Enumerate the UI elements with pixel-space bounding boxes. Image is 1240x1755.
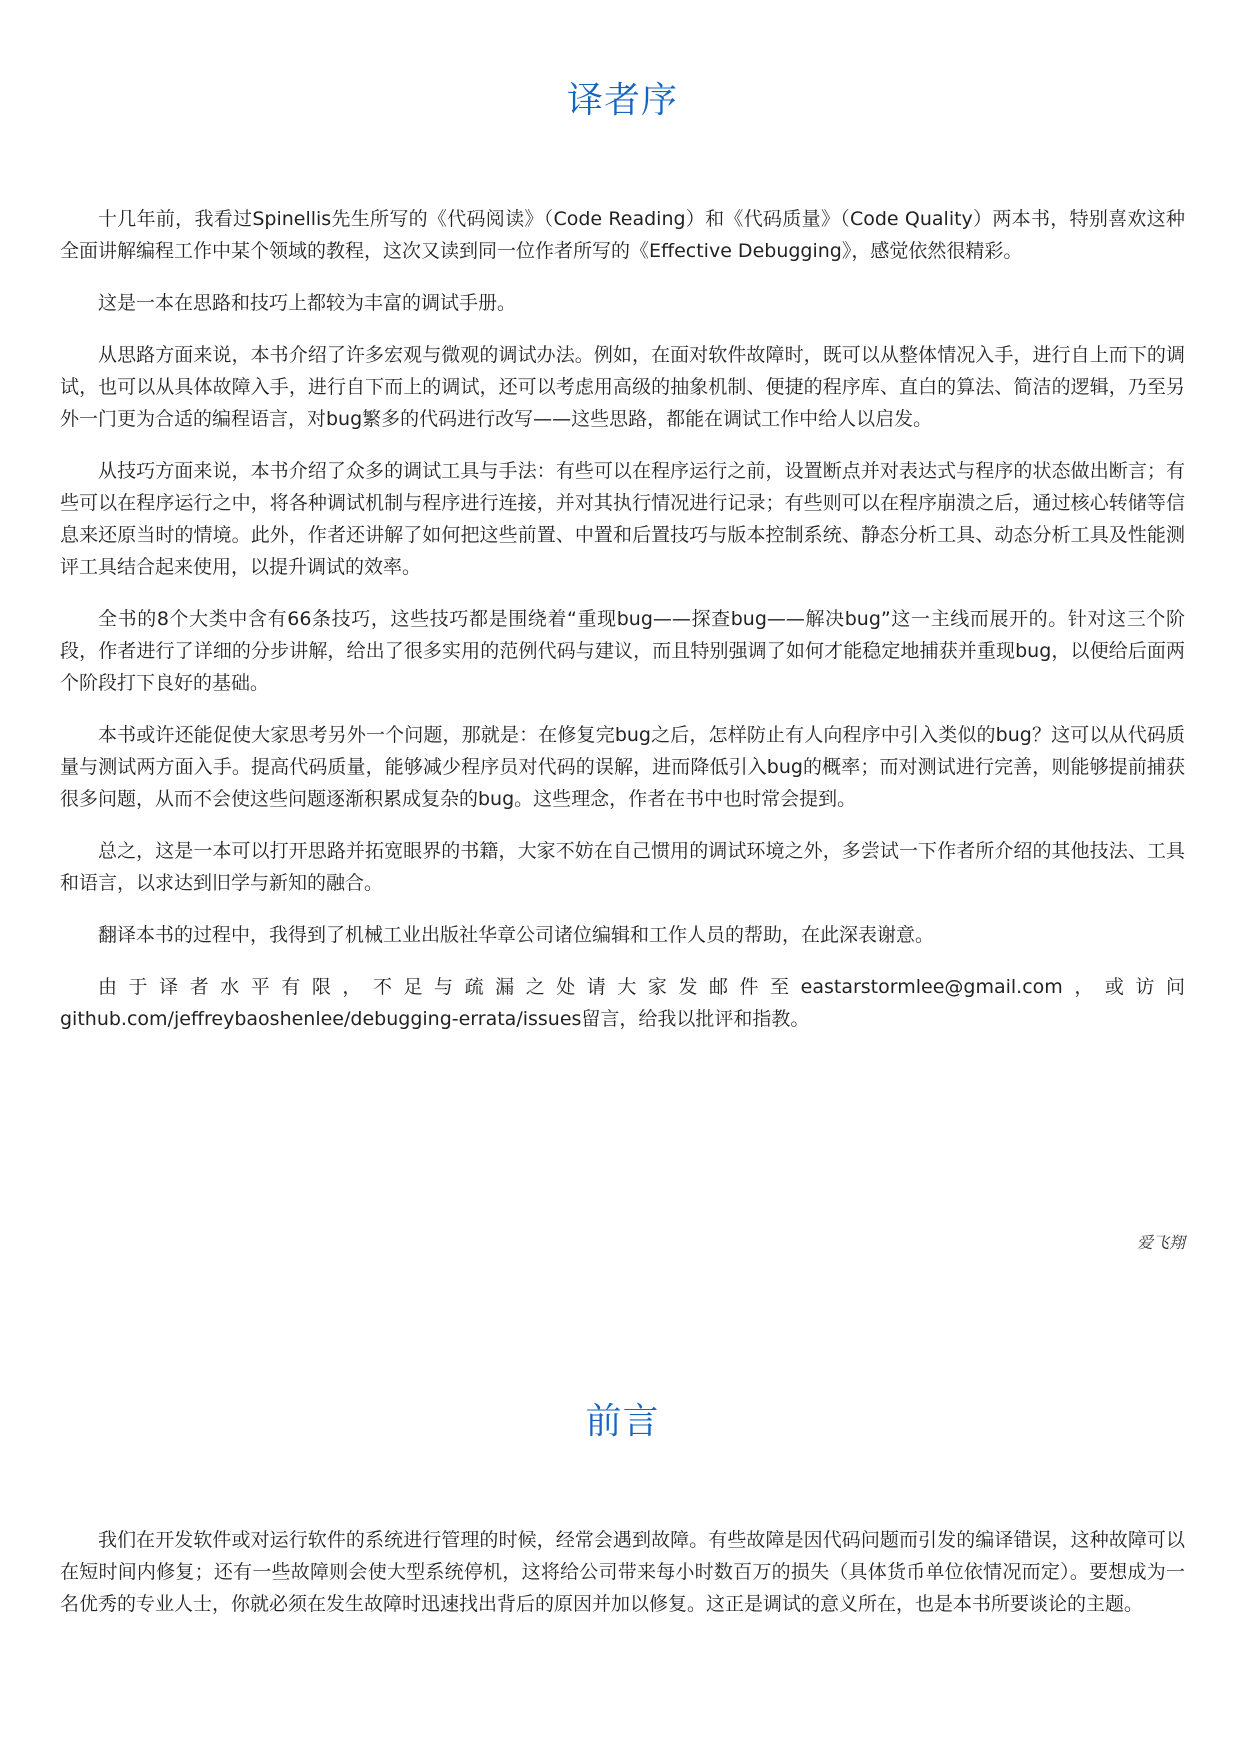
preface-paragraph-3: 从思路方面来说，本书介绍了许多宏观与微观的调试办法。例如，在面对软件故障时，既可以从整体情况入手，进行自上而下的调试，也可以从具体故障入手，进行自下而上的调试，还可以考虑用高级的抽象机制、便捷的程序库、直白的算法、简洁的逻辑，乃至另外一门更为合适的编程语言，对bug繁多的代码进行改写——这些思路，都能在调试工作中给人以启发。 xyxy=(60,344,1185,430)
preface-paragraph-2: 这是一本在思路和技巧上都较为丰富的调试手册。 xyxy=(98,292,517,314)
preface-paragraph-8: 翻译本书的过程中，我得到了机械工业出版社华章公司诸位编辑和工作人员的帮助，在此深表谢意。 xyxy=(98,924,935,946)
foreword-paragraph-1: 我们在开发软件或对运行软件的系统进行管理的时候，经常会遇到故障。有些故障是因代码问题而引发的编译错误，这种故障可以在短时间内修复；还有一些故障则会使大型系统停机，这将给公司带来每小时数百万的损失（具体货币单位依情况而定）。要想成为一名优秀的专业人士，你就必须在发生故障时迅速找出背后的原因并加以修复。这正是调试的意义所在，也是本书所要谈论的主题。 xyxy=(60,1529,1185,1615)
preface-paragraph-9: 由于译者水平有限，不足与疏漏之处请大家发邮件至eastarstormlee@gmail.com，或访问github.com/jeffreybaoshenlee/debugging-errata/issues留言，给我以批评和指教。 xyxy=(60,976,1185,1030)
preface-paragraph-7: 总之，这是一本可以打开思路并拓宽眼界的书籍，大家不妨在自己惯用的调试环境之外，多尝试一下作者所介绍的其他技法、工具和语言，以求达到旧学与新知的融合。 xyxy=(60,840,1185,894)
preface-paragraph-5: 全书的8个大类中含有66条技巧，这些技巧都是围绕着“重现bug——探查bug——解决bug”这一主线而展开的。针对这三个阶段，作者进行了详细的分步讲解，给出了很多实用的范例代码与建议，而且特别强调了如何才能稳定地捕获并重现bug，以便给后面两个阶段打下良好的基础。 xyxy=(60,608,1185,694)
preface-paragraph-4: 从技巧方面来说，本书介绍了众多的调试工具与手法：有些可以在程序运行之前，设置断点并对表达式与程序的状态做出断言；有些可以在程序运行之中，将各种调试机制与程序进行连接，并对其执行情况进行记录；有些则可以在程序崩溃之后，通过核心转储等信息来还原当时的情境。此外，作者还讲解了如何把这些前置、中置和后置技巧与版本控制系统、静态分析工具、动态分析工具及性能测评工具结合起来使用，以提升调试的效率。 xyxy=(60,460,1185,578)
translator-preface-title: 译者序 xyxy=(566,80,678,121)
preface-paragraph-6: 本书或许还能促使大家思考另外一个问题，那就是：在修复完bug之后，怎样防止有人向程序中引入类似的bug？这可以从代码质量与测试两方面入手。提高代码质量，能够减少程序员对代码的误解，进而降低引入bug的概率；而对测试进行完善，则能够提前捕获很多问题，从而不会使这些问题逐渐积累成复杂的bug。这些理念，作者在书中也时常会提到。 xyxy=(60,724,1185,810)
translator-preface-body xyxy=(60,203,1185,1055)
foreword-title: 前言 xyxy=(585,1401,660,1442)
translator-signature: 爱飞翔 xyxy=(1136,1233,1185,1252)
preface-paragraph-1: 十几年前，我看过Spinellis先生所写的《代码阅读》（Code Reading）和《代码质量》（Code Quality）两本书，特别喜欢这种全面讲解编程工作中某个领域的教程，这次又读到同一位作者所写的《Effective Debugging》，感觉依然很精彩。 xyxy=(60,208,1185,262)
foreword-body xyxy=(60,1524,1185,1640)
